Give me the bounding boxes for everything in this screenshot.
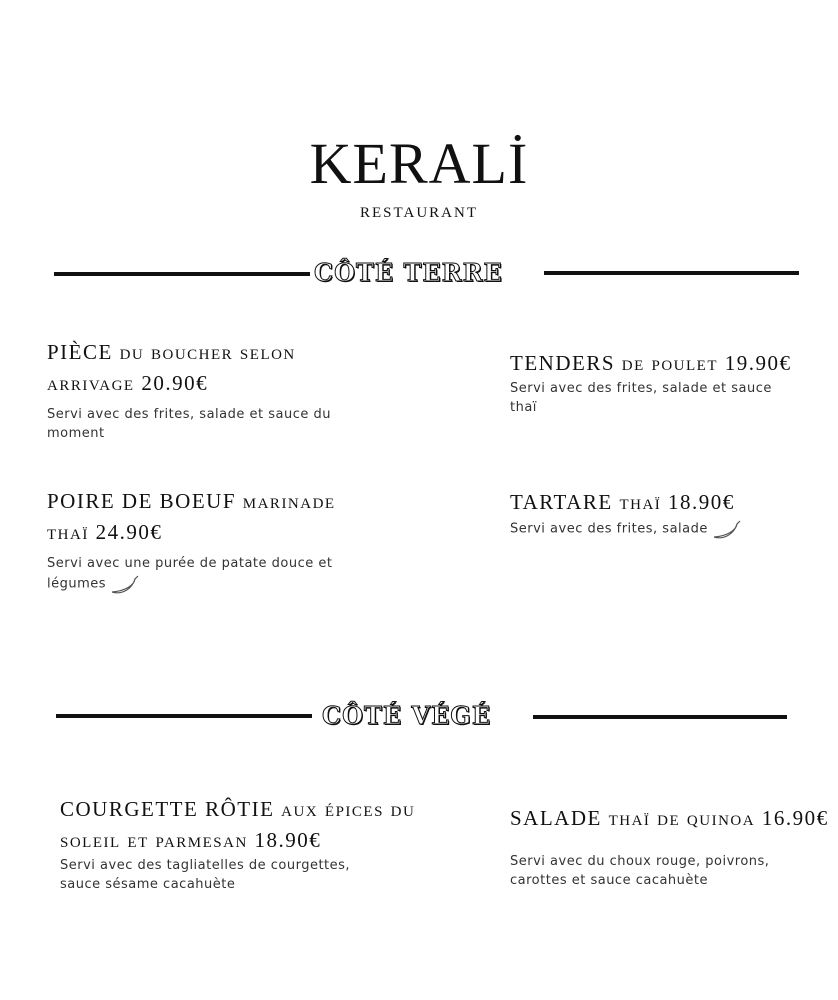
divider — [533, 715, 787, 719]
menu-item — [60, 794, 420, 894]
restaurant-name: KERALİ — [309, 131, 529, 196]
divider — [56, 714, 312, 718]
item-name: SALADE — [510, 806, 602, 830]
item-description: Servi avec du choux rouge, poivrons, carottes et sauce cacahuète — [510, 854, 770, 888]
item-name: COURGETTE RÔTIE — [60, 797, 275, 821]
item-name: TENDERS — [510, 351, 615, 375]
menu-item — [510, 487, 830, 540]
section-title-vege: CÔTÉ VÉGÉ — [322, 701, 492, 730]
menu-item — [47, 337, 367, 443]
item-description: Servi avec des frites, salade et sauce thaï — [510, 381, 772, 415]
item-description: Servi avec des frites, salade — [510, 521, 708, 537]
item-name-rest: thaï de quinoa 16.90€ — [608, 806, 829, 830]
item-name: TARTARE — [510, 490, 613, 514]
menu-item — [47, 486, 377, 595]
item-name: PIÈCE — [47, 340, 113, 364]
item-description: Servi avec des frites, salade et sauce du moment — [47, 407, 331, 441]
restaurant-subtitle: RESTAURANT — [360, 205, 478, 221]
item-name-rest: du boucher selon arrivage 20.90€ — [47, 340, 296, 395]
divider — [54, 272, 310, 276]
item-name-rest: aux épices du soleil et parmesan 18.90€ — [60, 797, 416, 852]
item-name-rest: thaï 18.90€ — [619, 490, 735, 514]
item-description: Servi avec des tagliatelles de courgettes, sauce sésame cacahuète — [60, 858, 351, 892]
menu-item — [510, 348, 830, 417]
menu-item — [510, 803, 838, 890]
item-name-rest: marinade thaï 24.90€ — [47, 489, 336, 544]
chili-pepper-icon — [712, 518, 744, 540]
item-description: Servi avec une purée de patate douce et légumes — [47, 556, 333, 592]
item-name-rest: de poulet 19.90€ — [621, 351, 792, 375]
divider — [544, 271, 799, 275]
chili-pepper-icon — [110, 573, 142, 595]
item-name: POIRE DE BOEUF — [47, 489, 237, 513]
section-title-terre: CÔTÉ TERRE — [314, 258, 503, 287]
